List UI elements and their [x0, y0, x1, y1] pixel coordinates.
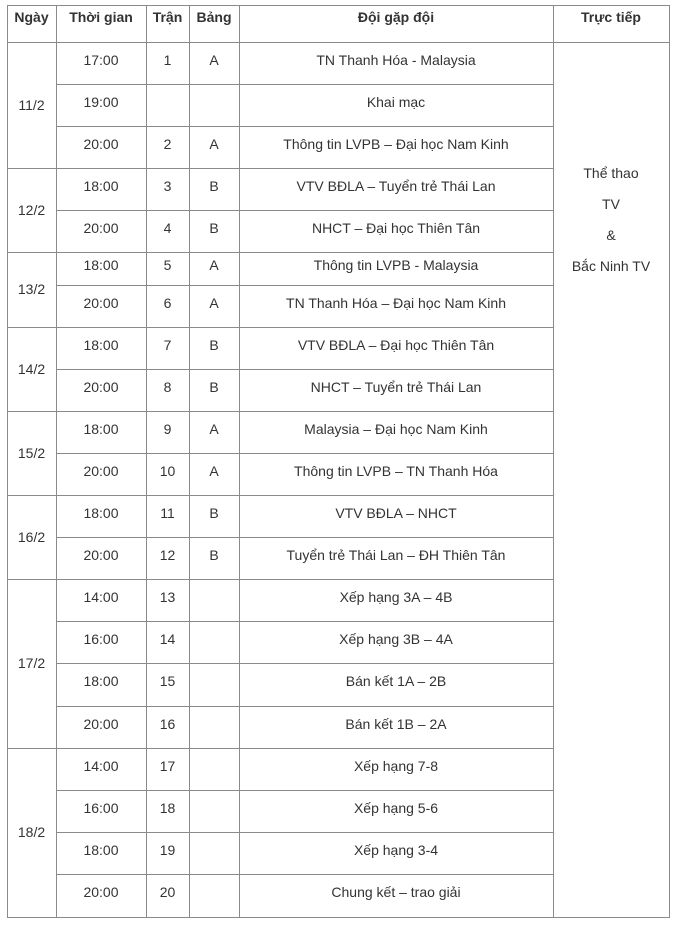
- teams-cell: Xếp hạng 3-4: [353, 841, 439, 858]
- day-cell: 18/2: [17, 824, 46, 841]
- match-cell: 7: [163, 336, 172, 353]
- group-cell: B: [209, 546, 219, 563]
- teams-cell: NHCT – Tuyển trẻ Thái Lan: [310, 378, 482, 395]
- teams-cell: VTV BĐLA – NHCT: [335, 504, 457, 521]
- group-cell: [189, 788, 239, 828]
- grid-line: [7, 5, 670, 6]
- grid-line: [56, 537, 554, 538]
- time-cell: 16:00: [83, 799, 119, 816]
- broadcast-line: Thể thao: [583, 165, 639, 181]
- time-cell: 17:00: [83, 51, 119, 68]
- group-cell: [189, 661, 239, 702]
- time-cell: 18:00: [83, 177, 119, 194]
- group-cell: A: [209, 294, 219, 311]
- broadcast-cell: [553, 150, 669, 290]
- grid-line: [7, 5, 8, 43]
- grid-line: [7, 42, 670, 43]
- grid-line: [56, 369, 554, 370]
- match-cell: 11: [160, 504, 175, 521]
- group-cell: A: [209, 51, 219, 68]
- grid-line: [56, 790, 554, 791]
- group-cell: [189, 746, 239, 786]
- grid-line: [189, 5, 190, 43]
- teams-cell: Bán kết 1B – 2A: [345, 715, 447, 732]
- time-cell: 20:00: [83, 462, 119, 479]
- grid-line: [7, 917, 670, 918]
- group-cell: B: [209, 504, 219, 521]
- teams-cell: Thông tin LVPB – TN Thanh Hóa: [294, 462, 498, 479]
- day-cell: 15/2: [17, 444, 46, 461]
- grid-line: [146, 42, 147, 918]
- group-cell: B: [209, 378, 219, 395]
- match-cell: 5: [163, 257, 172, 274]
- grid-line: [56, 210, 554, 211]
- teams-cell: Thông tin LVPB – Đại học Nam Kinh: [283, 135, 509, 152]
- group-cell: A: [209, 420, 219, 437]
- grid-line: [669, 5, 670, 43]
- day-cell: 16/2: [17, 528, 46, 545]
- match-cell: 17: [159, 757, 176, 774]
- time-cell: 20:00: [83, 884, 119, 901]
- teams-cell: VTV BĐLA – Đại học Thiên Tân: [297, 336, 495, 353]
- header-teams: Đội gặp đội: [357, 8, 435, 25]
- time-cell: 18:00: [83, 841, 119, 858]
- group-cell: B: [209, 336, 219, 353]
- header-group: Bảng: [196, 8, 232, 25]
- grid-line: [7, 579, 554, 580]
- broadcast-line: &: [606, 227, 616, 243]
- grid-line: [553, 5, 554, 43]
- grid-line: [146, 5, 147, 43]
- grid-line: [56, 126, 554, 127]
- time-cell: 20:00: [83, 135, 119, 152]
- teams-cell: TN Thanh Hóa - Malaysia: [316, 51, 476, 68]
- teams-cell: Xếp hạng 3B – 4A: [339, 630, 453, 647]
- grid-line: [7, 168, 554, 169]
- teams-cell: Xếp hạng 7-8: [353, 757, 439, 774]
- match-cell: 20: [159, 884, 176, 901]
- grid-line: [56, 5, 57, 43]
- group-cell: A: [209, 462, 219, 479]
- time-cell: 19:00: [83, 93, 119, 110]
- match-cell: 6: [163, 294, 172, 311]
- teams-cell: TN Thanh Hóa – Đại học Nam Kinh: [286, 294, 506, 311]
- grid-line: [56, 285, 554, 286]
- header-time: Thời gian: [69, 8, 133, 25]
- broadcast-line: TV: [602, 196, 620, 212]
- time-cell: 16:00: [83, 630, 119, 647]
- grid-line: [7, 748, 554, 749]
- grid-line: [7, 495, 554, 496]
- day-cell: 14/2: [17, 360, 46, 377]
- group-cell: B: [209, 177, 219, 194]
- teams-cell: Bán kết 1A – 2B: [345, 673, 447, 690]
- time-cell: 14:00: [83, 588, 119, 605]
- grid-line: [189, 42, 190, 918]
- match-cell: 12: [159, 546, 176, 563]
- match-cell: [146, 82, 189, 122]
- grid-line: [7, 327, 554, 328]
- grid-line: [669, 42, 670, 918]
- teams-cell: Xếp hạng 3A – 4B: [339, 588, 453, 605]
- match-cell: 3: [163, 177, 172, 194]
- match-cell: 19: [159, 841, 176, 858]
- teams-cell: Xếp hạng 5-6: [353, 799, 439, 816]
- grid-line: [7, 411, 554, 412]
- group-cell: [189, 704, 239, 744]
- group-cell: [189, 830, 239, 870]
- teams-cell: Malaysia – Đại học Nam Kinh: [304, 420, 488, 437]
- match-cell: 8: [163, 378, 172, 395]
- group-cell: [189, 619, 239, 659]
- broadcast-line: Bắc Ninh TV: [571, 258, 651, 274]
- match-cell: 2: [163, 135, 172, 152]
- time-cell: 20:00: [83, 546, 119, 563]
- grid-line: [56, 832, 554, 833]
- header-day: Ngày: [14, 8, 49, 25]
- group-cell: [189, 872, 239, 913]
- time-cell: 20:00: [83, 378, 119, 395]
- teams-cell: Thông tin LVPB - Malaysia: [313, 257, 479, 274]
- match-cell: 10: [159, 462, 176, 479]
- header-live: Trực tiếp: [581, 8, 641, 25]
- day-cell: 11/2: [18, 96, 45, 113]
- match-cell: 13: [159, 588, 176, 605]
- match-cell: 4: [163, 219, 172, 236]
- match-cell: 1: [163, 51, 172, 68]
- grid-line: [56, 42, 57, 918]
- group-cell: [189, 577, 239, 617]
- teams-cell: NHCT – Đại học Thiên Tân: [311, 219, 481, 236]
- group-cell: A: [209, 257, 219, 274]
- time-cell: 20:00: [83, 715, 119, 732]
- group-cell: [189, 82, 239, 122]
- grid-line: [56, 84, 554, 85]
- grid-line: [56, 874, 554, 875]
- teams-cell: Tuyển trẻ Thái Lan – ĐH Thiên Tân: [286, 546, 506, 563]
- time-cell: 18:00: [83, 257, 119, 274]
- match-cell: 14: [159, 630, 176, 647]
- grid-line: [239, 42, 240, 918]
- grid-line: [239, 5, 240, 43]
- teams-cell: Chung kết – trao giải: [331, 884, 461, 901]
- day-cell: 17/2: [17, 655, 46, 672]
- grid-line: [553, 42, 554, 918]
- time-cell: 20:00: [83, 219, 119, 236]
- match-cell: 18: [159, 799, 176, 816]
- match-cell: 16: [159, 715, 176, 732]
- time-cell: 18:00: [83, 336, 119, 353]
- time-cell: 18:00: [83, 420, 119, 437]
- header-match: Trận: [152, 8, 183, 25]
- grid-line: [7, 42, 8, 918]
- group-cell: A: [209, 135, 219, 152]
- match-cell: 15: [159, 673, 176, 690]
- time-cell: 18:00: [83, 504, 119, 521]
- time-cell: 18:00: [83, 673, 119, 690]
- group-cell: B: [209, 219, 219, 236]
- grid-line: [56, 663, 554, 664]
- grid-line: [56, 706, 554, 707]
- grid-line: [56, 453, 554, 454]
- day-cell: 13/2: [17, 281, 46, 298]
- teams-cell: VTV BĐLA – Tuyển trẻ Thái Lan: [296, 177, 496, 194]
- time-cell: 20:00: [83, 294, 119, 311]
- teams-cell: Khai mạc: [366, 93, 426, 110]
- time-cell: 14:00: [83, 757, 119, 774]
- match-cell: 9: [163, 420, 172, 437]
- day-cell: 12/2: [17, 201, 46, 218]
- grid-line: [56, 621, 554, 622]
- grid-line: [7, 252, 554, 253]
